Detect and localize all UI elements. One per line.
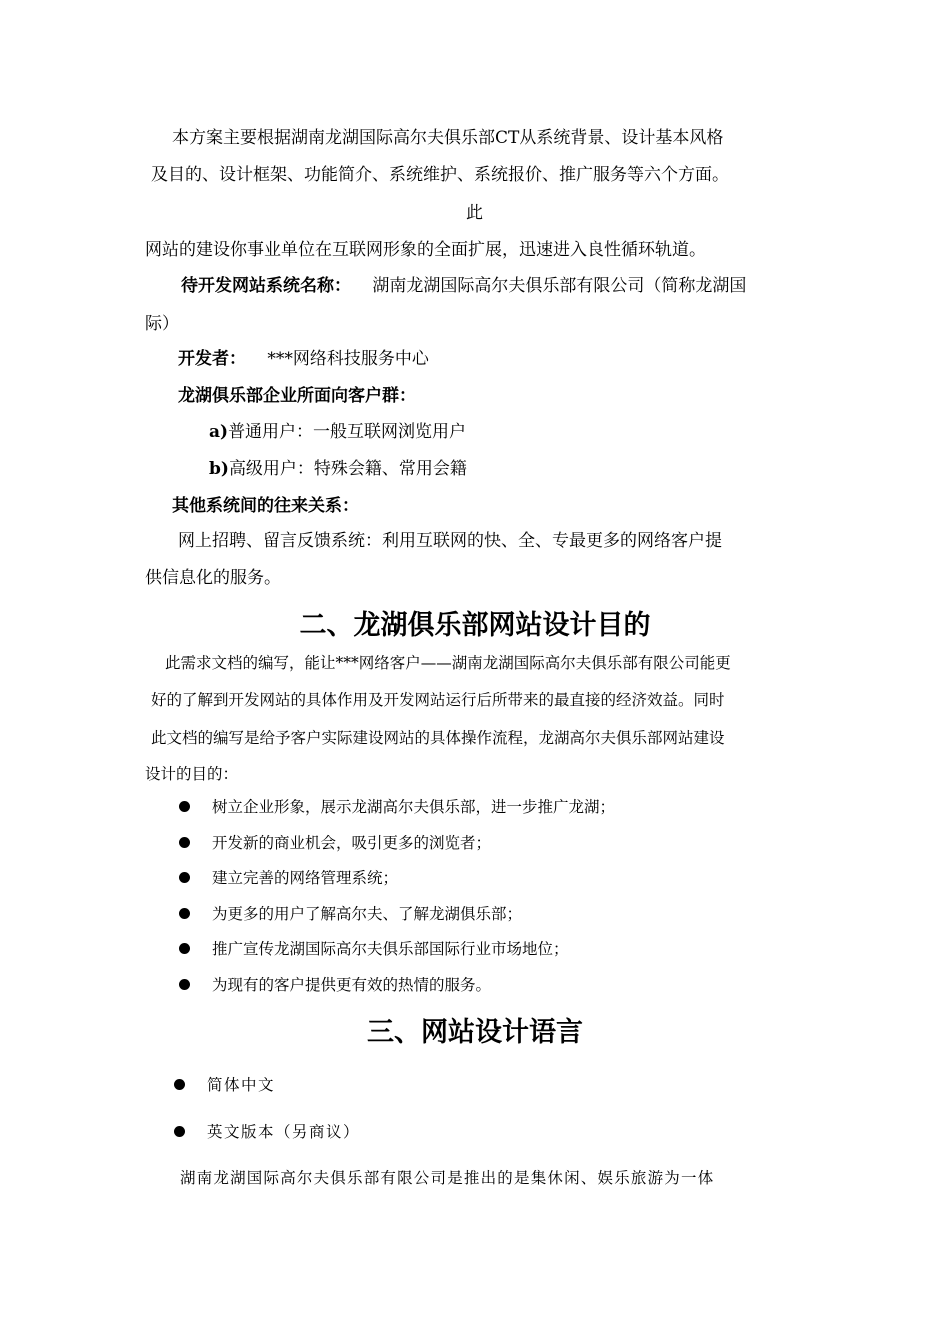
system-name-value-cont: 际） [145, 314, 179, 334]
customer-b-marker: b) [209, 459, 229, 479]
goal-text: 树立企业形象，展示龙湖高尔夫俱乐部，进一步推广龙湖； [212, 798, 616, 816]
intro-line-4: 网站的建设你事业单位在互联网形象的全面扩展，迅速进入良性循环轨道。 [145, 240, 706, 260]
bullet-icon [179, 943, 190, 954]
goal-list-item [179, 902, 522, 926]
goal-list-item [179, 866, 398, 890]
section-2-para-line-2: 好的了解到开发网站的具体作用及开发网站运行后所带来的最直接的经济效益。同时 [151, 691, 725, 709]
section-3-heading: 三、网站设计语言 [367, 1017, 583, 1048]
system-name-value: 湖南龙湖国际高尔夫俱乐部有限公司（简称龙湖国 [372, 276, 747, 296]
system-name-label: 待开发网站系统名称： [181, 276, 351, 296]
section-2-para-line-1: 此需求文档的编写，能让***网络客户——湖南龙湖国际高尔夫俱乐部有限公司能更 [165, 654, 731, 672]
goal-list-item [179, 973, 491, 997]
bullet-icon [179, 801, 190, 812]
section-2-para-line-4: 设计的目的： [145, 765, 239, 783]
intro-line-1: 本方案主要根据湖南龙湖国际高尔夫俱乐部CT从系统背景、设计基本风格 [172, 128, 724, 148]
section-2-para-line-3: 此文档的编写是给予客户实际建设网站的具体操作流程，龙湖高尔夫俱乐部网站建设 [151, 729, 725, 747]
intro-line-2: 及目的、设计框架、功能简介、系统维护、系统报价、推广服务等六个方面。 [151, 165, 729, 185]
bullet-icon [179, 837, 190, 848]
customer-a-marker: a) [209, 422, 229, 442]
customers-label: 龙湖俱乐部企业所面向客户群： [178, 386, 416, 406]
customer-b-text: 高级用户：特殊会籍、常用会籍 [228, 459, 467, 479]
goal-list-item [179, 831, 491, 855]
goal-text: 建立完善的网络管理系统； [212, 869, 399, 887]
goal-text: 开发新的商业机会，吸引更多的浏览者； [212, 834, 492, 852]
goal-text: 为更多的用户了解高尔夫、了解龙湖俱乐部； [212, 905, 523, 923]
bullet-icon [179, 979, 190, 990]
language-text: 英文版本（另商议） [207, 1123, 361, 1141]
language-list-item [174, 1120, 360, 1144]
customer-item-a [209, 420, 466, 444]
bullet-icon [179, 872, 190, 883]
goal-list-item [179, 937, 569, 961]
developer-label: 开发者： [178, 349, 246, 369]
bullet-icon [179, 908, 190, 919]
developer-value: ***网络科技服务中心 [267, 349, 429, 369]
closing-line: 湖南龙湖国际高尔夫俱乐部有限公司是推出的是集休闲、娱乐旅游为一体 [180, 1169, 715, 1187]
relations-label: 其他系统间的往来关系： [172, 496, 359, 516]
intro-line-3: 此 [466, 203, 483, 223]
bullet-icon [174, 1079, 185, 1090]
relations-line-1: 网上招聘、留言反馈系统：利用互联网的快、全、专最更多的网络客户提 [178, 531, 722, 551]
system-name-row [181, 274, 746, 298]
goal-text: 推广宣传龙湖国际高尔夫俱乐部国际行业市场地位； [212, 940, 569, 958]
language-text: 简体中文 [207, 1076, 276, 1094]
goal-text: 为现有的客户提供更有效的热情的服务。 [212, 976, 492, 994]
bullet-icon [174, 1126, 185, 1137]
developer-row [178, 347, 429, 371]
language-list-item [174, 1073, 275, 1097]
goal-list-item [179, 795, 615, 819]
customer-item-b [209, 457, 467, 481]
section-2-heading: 二、龙湖俱乐部网站设计目的 [299, 610, 651, 641]
customer-a-text: 普通用户：一般互联网浏览用户 [228, 422, 467, 442]
relations-line-2: 供信息化的服务。 [145, 568, 281, 588]
